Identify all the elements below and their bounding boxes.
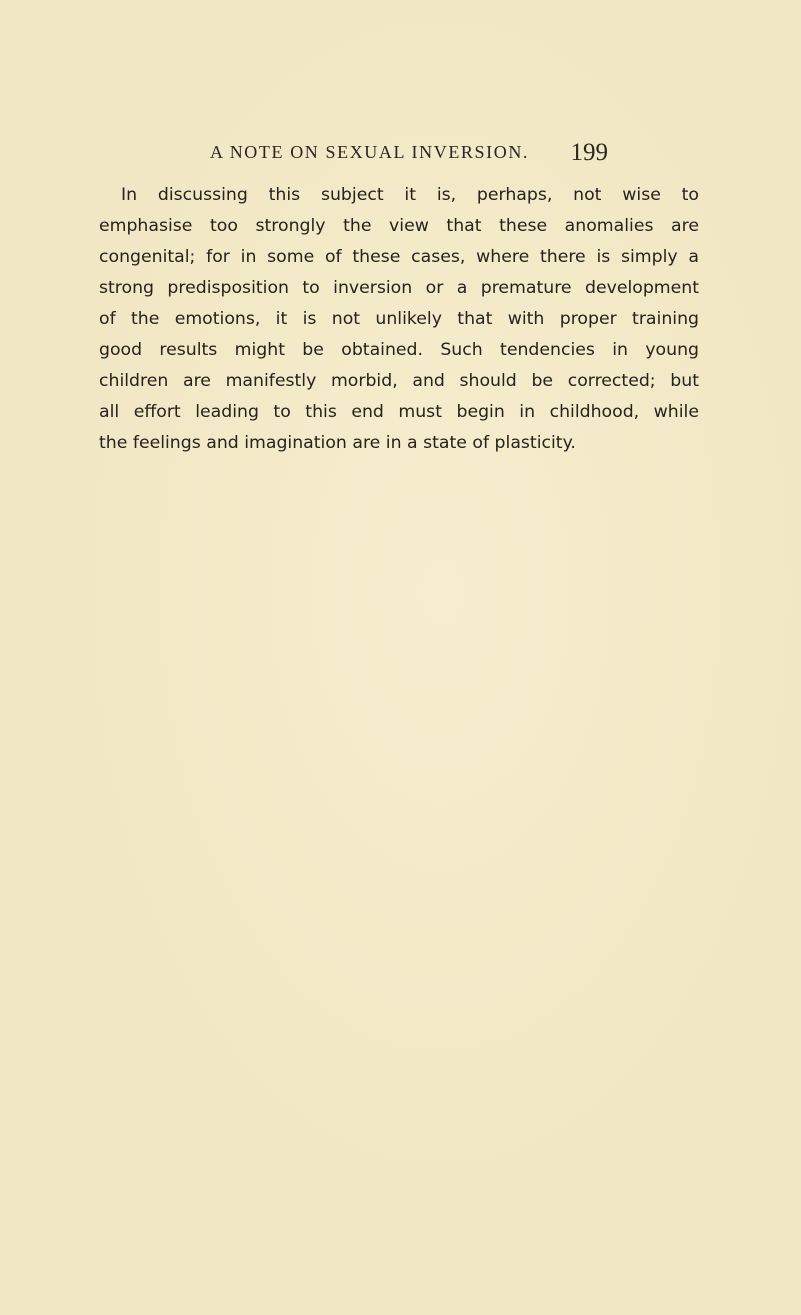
running-title: A NOTE ON SEXUAL INVERSION.	[210, 142, 530, 162]
text-line: emphasise too strongly the view that these anomalies are	[99, 216, 699, 236]
text-line: congenital; for in some of these cases, where there is simply a	[99, 247, 699, 267]
text-line: children are manifestly morbid, and should be corrected; but	[99, 371, 699, 391]
body-paragraph	[99, 180, 699, 459]
text-line: strong predisposition to inversion or a premature development	[99, 278, 699, 298]
text-line: In discussing this subject it is, perhaps, not wise to	[121, 185, 699, 205]
text-line: the feelings and imagination are in a state of plasticity.	[99, 433, 576, 453]
running-head	[210, 139, 608, 166]
text-line: good results might be obtained. Such tendencies in young	[99, 340, 699, 360]
page-number: 199	[570, 139, 608, 166]
text-line: all effort leading to this end must begin in childhood, while	[99, 402, 699, 422]
text-line: of the emotions, it is not unlikely that with proper training	[99, 309, 699, 329]
